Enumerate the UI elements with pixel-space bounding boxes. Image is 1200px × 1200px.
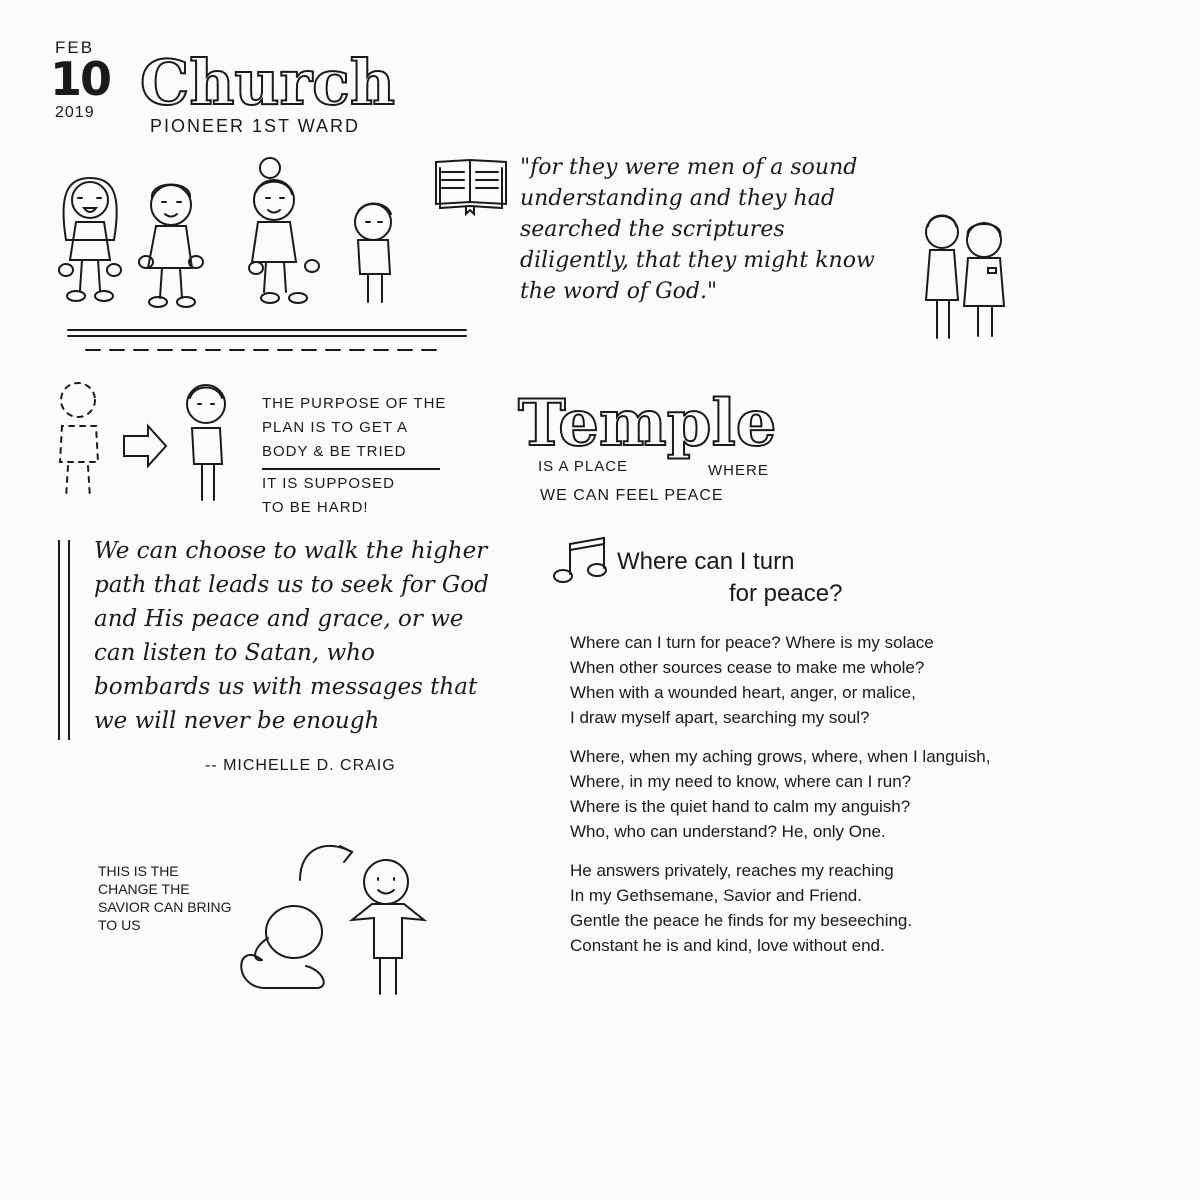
- standing-figure: [352, 860, 424, 994]
- body-figure: [187, 385, 225, 500]
- temple-subtitle: WHERE: [708, 462, 769, 479]
- lyric-line: Where, in my need to know, where can I run?: [570, 772, 912, 791]
- lyric-line: I draw myself apart, searching my soul?: [570, 708, 870, 727]
- lyric-line: When other sources cease to make me whole?: [570, 658, 925, 677]
- plan-note-line: PLAN IS TO GET A: [262, 419, 409, 436]
- arrow-right-icon: [124, 426, 166, 466]
- family-figure-girl: [249, 158, 319, 303]
- plan-note-line: BODY & BE TRIED: [262, 443, 407, 460]
- lyric-line: He answers privately, reaches my reaching: [570, 861, 894, 880]
- plan-note-line: THE PURPOSE OF THE: [262, 395, 447, 412]
- hymn-title: [617, 546, 842, 610]
- spirit-figure: [60, 383, 98, 498]
- change-note: THIS IS THE CHANGE THE SAVIOR CAN BRING TO US: [98, 863, 232, 933]
- plan-note-line: IT IS SUPPOSED: [262, 475, 395, 492]
- crouching-figure: [241, 906, 324, 988]
- lyric-line: Where, when my aching grows, where, when I languish,: [570, 747, 991, 766]
- lyric-line: Where is the quiet hand to calm my anguish?: [570, 797, 911, 816]
- hymn-verse: [570, 630, 1170, 730]
- lyric-line: Constant he is and kind, love without end.: [570, 936, 885, 955]
- scripture-quote: "for they were men of a sound understanding and they had searched the scriptures diligently, that they might know the word of God.": [520, 155, 875, 304]
- hymn-title-line: Where can I turn: [617, 548, 795, 575]
- family-figure-boy: [355, 204, 391, 303]
- lyric-line: Where can I turn for peace? Where is my solace: [570, 633, 934, 652]
- lyric-line: In my Gethsemane, Savior and Friend.: [570, 886, 862, 905]
- plan-note-line: TO BE HARD!: [262, 499, 369, 516]
- curved-arrow-icon: [300, 846, 352, 880]
- page-title: Church: [140, 46, 395, 119]
- hymn-verse: [570, 858, 1170, 958]
- hymn-verse: [570, 744, 1170, 844]
- music-note-icon: [554, 538, 606, 582]
- date-day: 10: [50, 52, 111, 106]
- date-month: FEB: [55, 38, 95, 57]
- date-year: 2019: [55, 104, 95, 121]
- plan-note: [262, 392, 482, 520]
- missionary-figures: [926, 216, 1004, 339]
- plan-note-divider: [262, 468, 440, 470]
- lyric-line: When with a wounded heart, anger, or malice,: [570, 683, 916, 702]
- craig-quote: We can choose to walk the higher path that leads us to seek for God and His peace and grace, or we can listen to Satan, who bombards us with messages that we will never be enough: [94, 538, 489, 734]
- ward-subtitle: PIONEER 1ST WARD: [150, 116, 361, 136]
- temple-subtitle: IS A PLACE: [538, 458, 629, 475]
- lyric-line: Gentle the peace he finds for my beseeching.: [570, 911, 913, 930]
- hymn-lyrics: [570, 630, 1170, 972]
- family-figure-dad: [139, 185, 203, 308]
- open-book-icon: [436, 160, 506, 214]
- temple-title: Temple: [518, 386, 777, 461]
- quote-bar: [58, 540, 70, 740]
- temple-subtitle: WE CAN FEEL PEACE: [540, 487, 724, 504]
- lyric-line: Who, who can understand? He, only One.: [570, 822, 886, 841]
- hymn-title-line: for peace?: [729, 580, 843, 607]
- quote-author: -- MICHELLE D. CRAIG: [205, 757, 396, 774]
- family-figure-mom: [59, 178, 121, 301]
